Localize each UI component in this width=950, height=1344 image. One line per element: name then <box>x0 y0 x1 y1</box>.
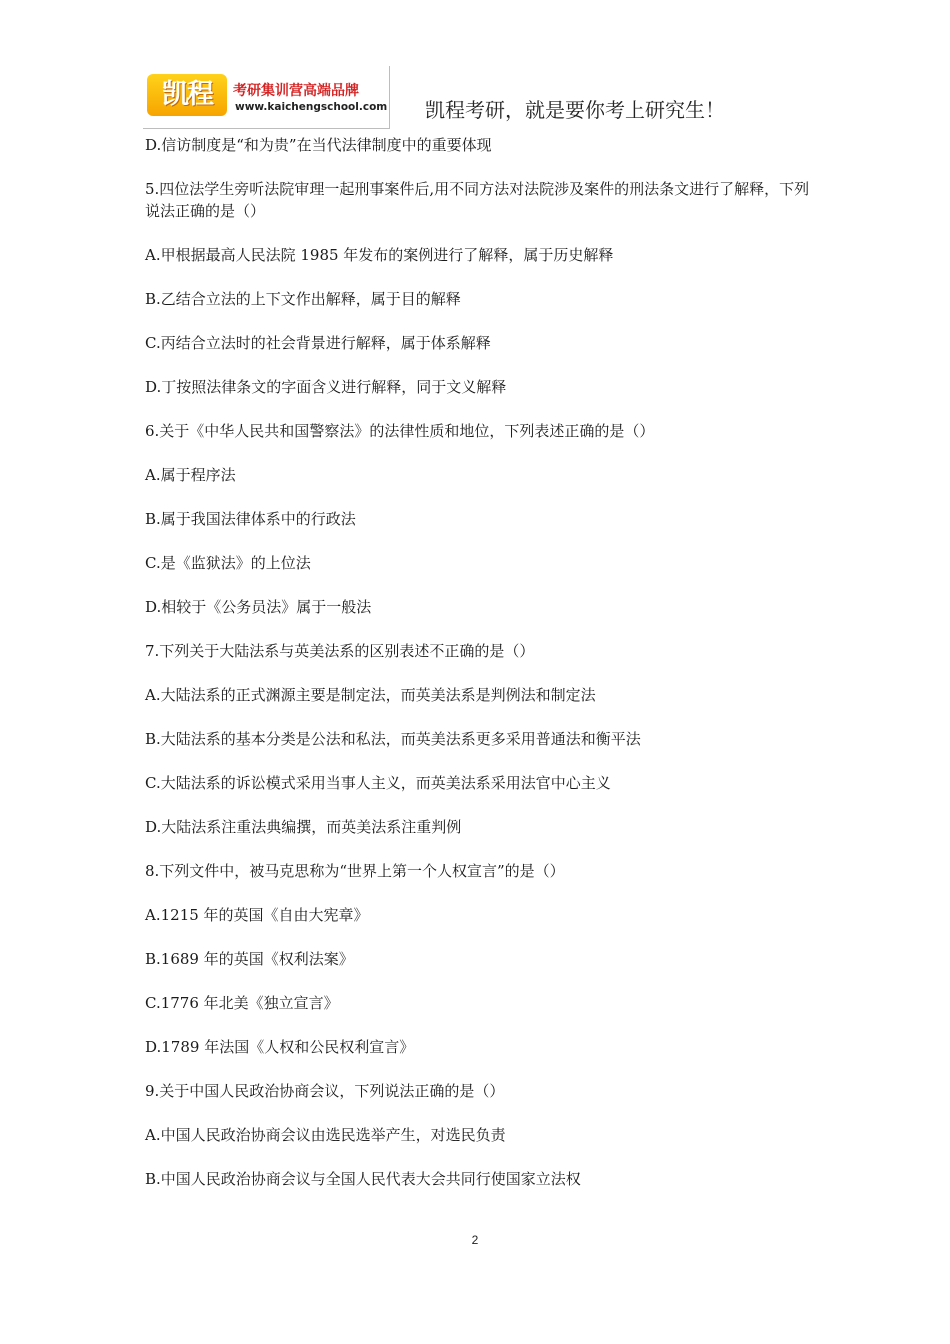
document-body <box>145 134 815 1212</box>
option-line: B.大陆法系的基本分类是公法和私法，而英美法系更多采用普通法和衡平法 <box>145 730 641 748</box>
logo-slogan: 考研集训营高端品牌 <box>233 83 359 99</box>
option-line: C.丙结合立法时的社会背景进行解释，属于体系解释 <box>145 334 491 352</box>
question-8: 8.下列文件中，被马克思称为“世界上第一个人权宣言”的是（） <box>145 862 565 880</box>
question-7: 7.下列关于大陆法系与英美法系的区别表述不正确的是（） <box>145 642 535 660</box>
option-line: D.1789 年法国《人权和公民权利宣言》 <box>145 1038 415 1056</box>
question-5: 5.四位法学生旁听法院审理一起刑事案件后,用不同方法对法院涉及案件的刑法条文进行了解释，下列说法正确的是（） <box>145 180 810 220</box>
option-line: C.大陆法系的诉讼模式采用当事人主义，而英美法系采用法官中心主义 <box>145 774 611 792</box>
option-line: B.属于我国法律体系中的行政法 <box>145 510 356 528</box>
option-line: D.大陆法系注重法典编撰，而英美法系注重判例 <box>145 818 462 836</box>
option-line: C.1776 年北美《独立宣言》 <box>145 994 339 1012</box>
option-line: A.属于程序法 <box>145 466 236 484</box>
text-line: D.信访制度是“和为贵”在当代法律制度中的重要体现 <box>145 136 492 154</box>
option-line: B.中国人民政治协商会议与全国人民代表大会共同行使国家立法权 <box>145 1170 581 1188</box>
logo-mark: 凯程 <box>147 74 227 116</box>
page-number: 2 <box>471 1233 479 1247</box>
brand-logo <box>143 66 390 129</box>
page-header <box>143 66 803 132</box>
option-line: C.是《监狱法》的上位法 <box>145 554 311 572</box>
option-line: D.丁按照法律条文的字面含义进行解释，同于文义解释 <box>145 378 507 396</box>
option-line: A.甲根据最高人民法院 1985 年发布的案例进行了解释，属于历史解释 <box>145 246 614 264</box>
option-line: A.中国人民政治协商会议由选民选举产生，对选民负责 <box>145 1126 506 1144</box>
header-tagline: 凯程考研，就是要你考上研究生！ <box>425 98 725 122</box>
logo-url: www.kaichengschool.com <box>235 101 388 113</box>
option-line: B.乙结合立法的上下文作出解释，属于目的解释 <box>145 290 461 308</box>
question-6: 6.关于《中华人民共和国警察法》的法律性质和地位，下列表述正确的是（） <box>145 422 655 440</box>
option-line: A.1215 年的英国《自由大宪章》 <box>145 906 369 924</box>
option-line: A.大陆法系的正式渊源主要是制定法，而英美法系是判例法和制定法 <box>145 686 596 704</box>
option-line: D.相较于《公务员法》属于一般法 <box>145 598 372 616</box>
option-line: B.1689 年的英国《权利法案》 <box>145 950 354 968</box>
question-9: 9.关于中国人民政治协商会议，下列说法正确的是（） <box>145 1082 505 1100</box>
